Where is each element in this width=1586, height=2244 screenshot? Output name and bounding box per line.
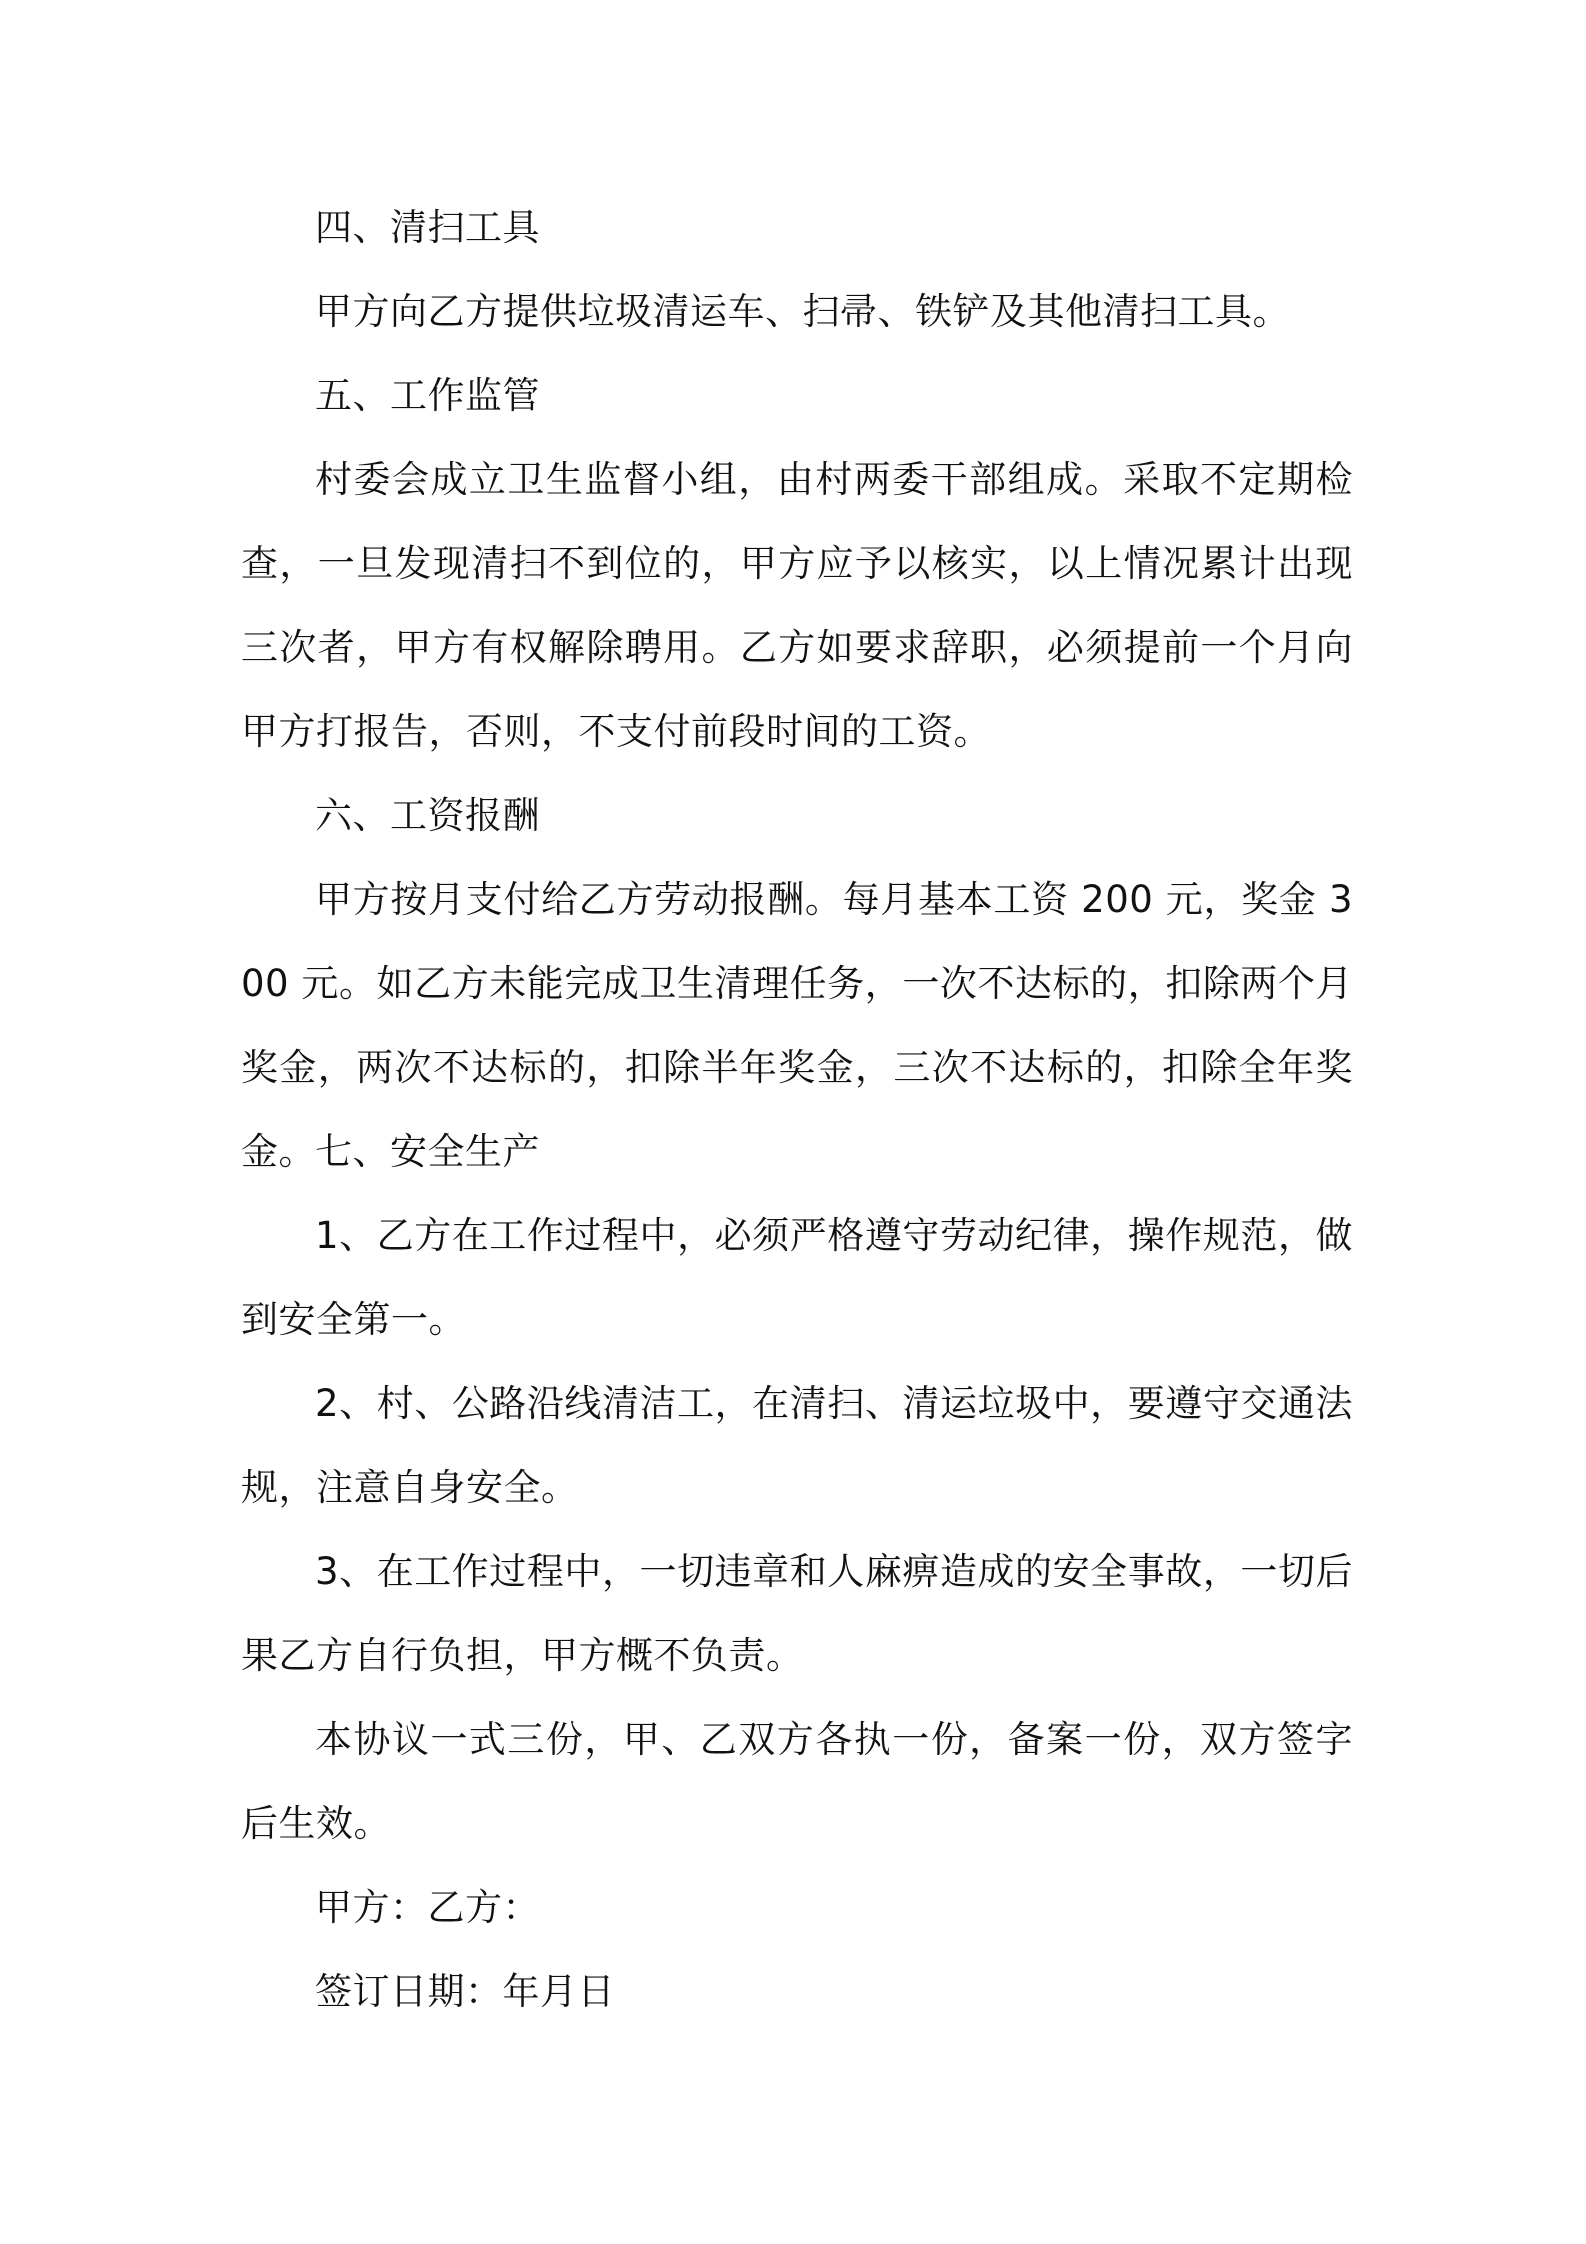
section-4-body: 甲方向乙方提供垃圾清运车、扫帚、铁铲及其他清扫工具。 — [315, 290, 1290, 333]
section-5-heading: 五、工作监管 — [315, 374, 540, 417]
parties-line: 甲方：乙方： — [315, 1886, 540, 1929]
section-7-heading: 七、安全生产 — [315, 1130, 540, 1173]
section-6-body: 甲方按月支付给乙方劳动报酬。每月基本工资 200 元，奖金 300 元。如乙方未能完成卫生清理任务，一次不达标的，扣除两个月奖金，两次不达标的，扣除半年奖金，三次不达标的，扣除全年奖金。 — [241, 878, 1353, 1173]
section-7-item-2: 2、村、公路沿线清洁工，在清扫、清运垃圾中，要遵守交通法规，注意自身安全。 — [241, 1382, 1353, 1509]
section-4-heading: 四、清扫工具 — [315, 206, 540, 249]
closing-paragraph: 本协议一式三份，甲、乙双方各执一份，备案一份，双方签字后生效。 — [241, 1718, 1353, 1845]
section-5-body: 村委会成立卫生监督小组，由村两委干部组成。采取不定期检查，一旦发现清扫不到位的，甲方应予以核实，以上情况累计出现三次者，甲方有权解除聘用。乙方如要求辞职，必须提前一个月向甲方打报告，否则，不支付前段时间的工资。 — [241, 458, 1353, 753]
section-6-heading: 六、工资报酬 — [315, 794, 540, 837]
section-7-item-1: 1、乙方在工作过程中，必须严格遵守劳动纪律，操作规范，做到安全第一。 — [241, 1214, 1353, 1341]
sign-date-line: 签订日期：年月日 — [315, 1970, 615, 2013]
section-7-item-3: 3、在工作过程中，一切违章和人麻痹造成的安全事故，一切后果乙方自行负担，甲方概不负责。 — [241, 1550, 1353, 1677]
